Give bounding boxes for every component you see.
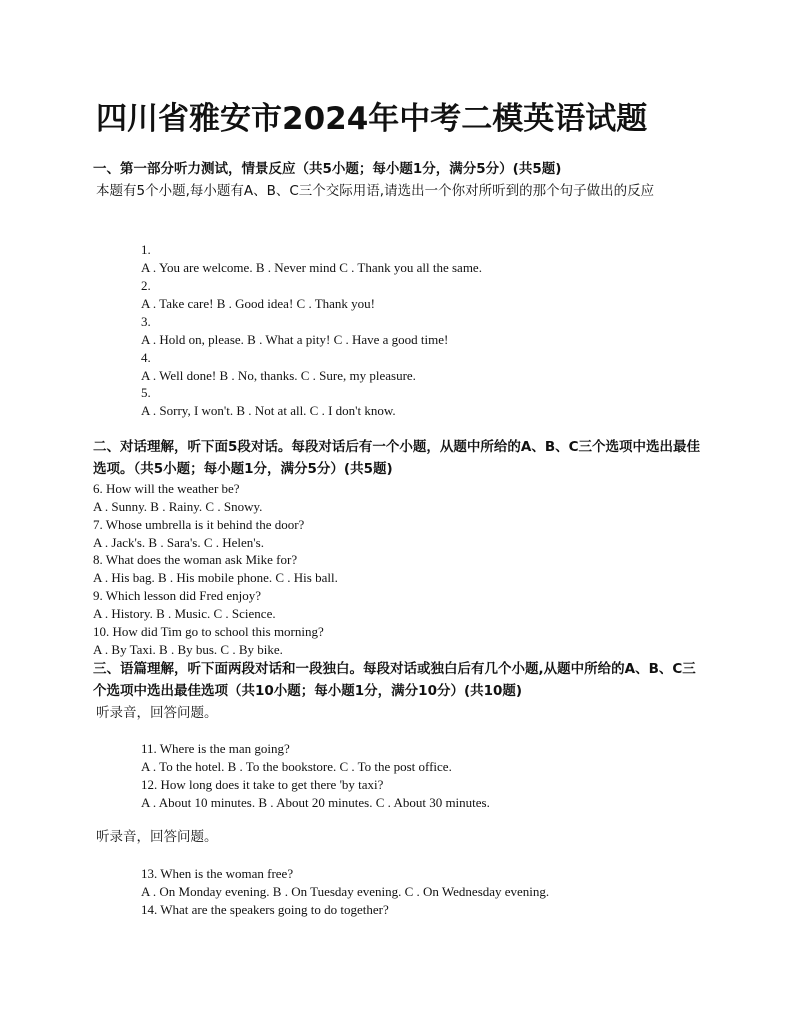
question-options: A . You are welcome. B . Never mind C . Thank you all the same.	[141, 260, 482, 275]
question-text: 13. When is the woman free?	[141, 866, 294, 881]
question-options: A . His bag. B . His mobile phone. C . His ball.	[93, 570, 338, 585]
question-options: A . About 10 minutes. B . About 20 minutes. C . About 30 minutes.	[141, 795, 490, 810]
page-title: 四川省雅安市2024年中考二模英语试题	[96, 101, 648, 137]
question-options: A . Sunny. B . Rainy. C . Snowy.	[93, 499, 263, 514]
section1-instruction: 本题有5个小题,每小题有A、B、C三个交际用语,请选出一个你对所听到的那个句子做出的反应	[96, 183, 655, 199]
question-options: A . Jack's. B . Sara's. C . Helen's.	[93, 535, 264, 550]
question-text: 6. How will the weather be?	[93, 481, 240, 496]
section2-heading: 二、对话理解，听下面5段对话。每段对话后有一个小题，从题中所给的A、B、C三个选项中选出最佳选项。（共5小题；每小题1分，满分5分）(共5题)	[93, 439, 701, 477]
question-number: 5.	[141, 385, 151, 400]
question-options: A . Sorry, I won't. B . Not at all. C . I don't know.	[141, 403, 396, 418]
section3-instruction: 听录音，回答问题。	[96, 705, 218, 721]
section3-instruction: 听录音，回答问题。	[96, 829, 218, 845]
question-number: 2.	[141, 278, 151, 293]
question-text: 11. Where is the man going?	[141, 741, 290, 756]
question-options: A . Well done! B . No, thanks. C . Sure, my pleasure.	[141, 368, 416, 383]
question-number: 1.	[141, 242, 151, 257]
question-options: A . History. B . Music. C . Science.	[93, 606, 276, 621]
question-options: A . To the hotel. B . To the bookstore. C . To the post office.	[141, 759, 452, 774]
question-options: A . On Monday evening. B . On Tuesday evening. C . On Wednesday evening.	[141, 884, 550, 899]
question-text: 9. Which lesson did Fred enjoy?	[93, 588, 262, 603]
question-text: 10. How did Tim go to school this morning?	[93, 624, 324, 639]
question-text: 12. How long does it take to get there 'by taxi?	[141, 777, 384, 792]
question-options: A . By Taxi. B . By bus. C . By bike.	[93, 642, 283, 657]
question-number: 3.	[141, 314, 151, 329]
question-number: 4.	[141, 350, 151, 365]
question-text: 8. What does the woman ask Mike for?	[93, 552, 298, 567]
question-text: 14. What are the speakers going to do together?	[141, 902, 389, 917]
question-text: 7. Whose umbrella is it behind the door?	[93, 517, 305, 532]
section1-heading: 一、第一部分听力测试，情景反应（共5小题；每小题1分，满分5分）(共5题)	[93, 161, 562, 177]
section3-heading: 三、语篇理解，听下面两段对话和一段独白。每段对话或独白后有几个小题,从题中所给的A、B、C三个选项中选出最佳选项（共10小题；每小题1分，满分10分）(共10题)	[93, 661, 696, 699]
question-options: A . Take care! B . Good idea! C . Thank you!	[141, 296, 375, 311]
question-options: A . Hold on, please. B . What a pity! C . Have a good time!	[141, 332, 449, 347]
